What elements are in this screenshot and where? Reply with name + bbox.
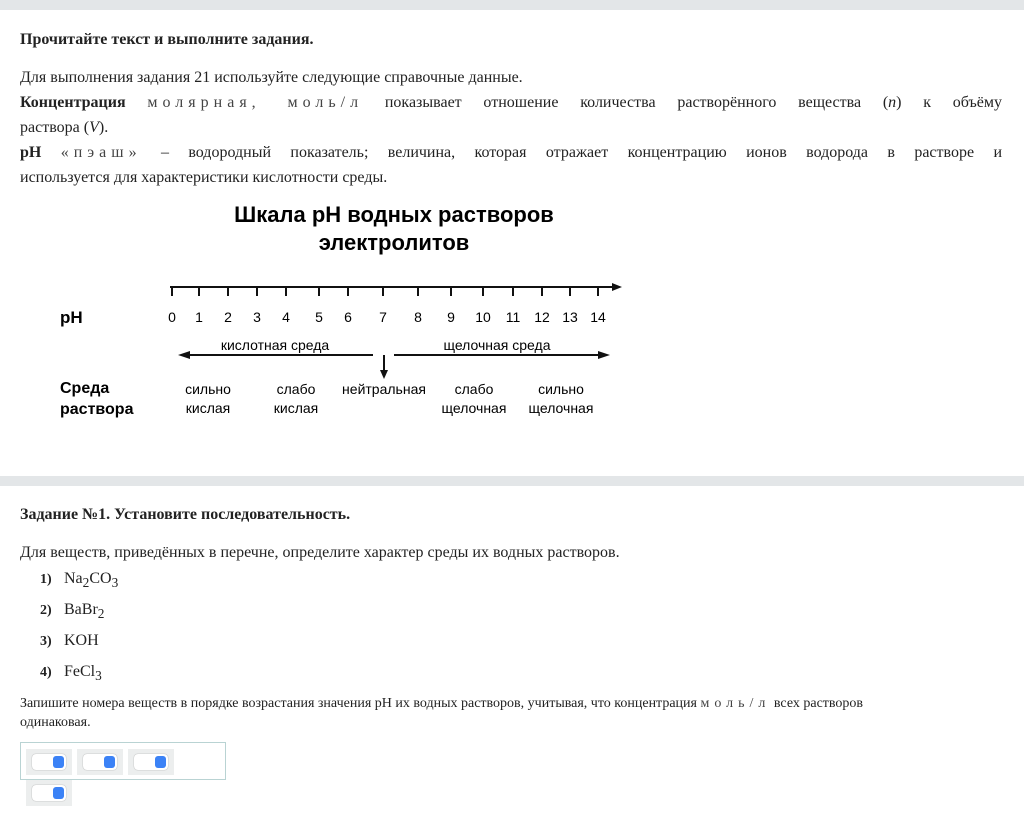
answer-box [20,742,226,780]
concentration-def: Концентрация молярная, моль/л показывает отношение количества растворённого вещества (n) к объёму [20,94,1003,111]
answer-select-3[interactable] [128,749,174,775]
answer-select-4[interactable] [26,780,72,806]
medium-type-label: кислая [273,400,319,416]
tick-label: 12 [534,309,550,325]
substance-item: 3) KOH [40,632,99,649]
section-divider [0,476,1024,486]
medium-type-label: нейтральная [342,381,426,397]
ph-label: pH [60,308,83,327]
tick-label: 4 [282,309,290,325]
medium-type-label: сильно [185,381,231,397]
svg-text:электролитов: электролитов [318,230,470,255]
tick-label: 3 [253,309,261,325]
tick-label: 0 [168,309,176,325]
scale-title: Шкала pH водных растворов [234,202,554,227]
acid-label: кислотная среда [220,337,330,353]
medium-type-label: щелочная [441,400,507,416]
svg-text:раствора: раствора [60,401,134,418]
tick-label: 14 [590,309,606,325]
substance-item: 2) BaBr$_2$ [40,601,105,622]
tick-label: 9 [447,309,455,325]
medium-type-label: кислая [185,400,231,416]
top-divider [0,0,1024,10]
tick-label: 2 [224,309,232,325]
answer-select-2[interactable] [77,749,123,775]
medium-type-label: сильно [538,381,584,397]
intro-heading: Прочитайте текст и выполните задания. [20,31,314,48]
tick-label: 1 [195,309,203,325]
tick-label: 8 [414,309,422,325]
ph-scale-figure [0,190,1024,430]
task-question: Для веществ, приведённых в перечне, определите характер среды их водных растворов. [20,544,620,561]
ph-def: pH «пэаш» – водородный показатель; величина, которая отражает концентрацию ионов водорода в растворе и [20,144,1003,161]
alkali-label: щелочная среда [443,337,551,353]
medium-type-label: слабо [454,381,494,397]
task-instruction: Запишите номера веществ в порядке возрастания значения pH их водных растворов, учитывая, что концентрация моль/л всех растворов одинаковая. [20,696,864,730]
tick-label: 10 [475,309,491,325]
intro-line: Для выполнения задания 21 используйте следующие справочные данные. [20,69,523,86]
answer-select-1[interactable] [26,749,72,775]
task-heading: Задание №1. Установите последовательность. [20,506,351,523]
medium-type-label: щелочная [528,400,594,416]
substance-item: 1) $Na_2CO_3$ [40,570,119,591]
tick-label: 5 [315,309,323,325]
medium-type-label: слабо [276,381,316,397]
tick-label: 6 [344,309,352,325]
substance-item: 4) FeCl$_3$ [40,663,102,684]
tick-label: 7 [379,309,387,325]
tick-label: 13 [562,309,578,325]
svg-text:Среда: Среда [60,380,110,397]
tick-label: 11 [505,309,521,325]
